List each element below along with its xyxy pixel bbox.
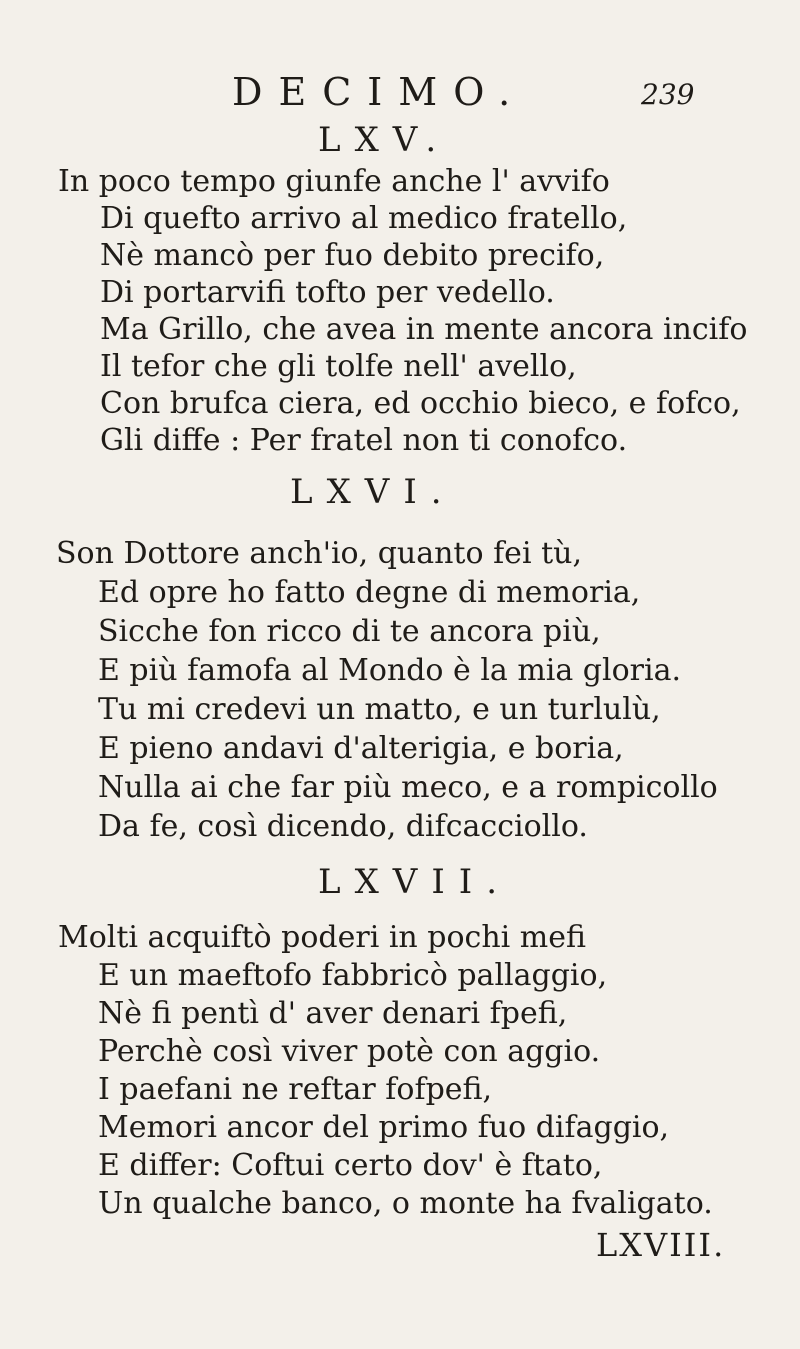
verse-line: E differ: Coftui certo dov' è ftato, bbox=[98, 1148, 603, 1183]
verse-line: Gli diffe : Per fratel non ti conofco. bbox=[100, 423, 628, 458]
verse-line: Ma Grillo, che avea in mente ancora incifo bbox=[100, 312, 748, 347]
verse-line: Son Dottore anch'io, quanto fei tù, bbox=[56, 536, 582, 571]
verse-line: I paefani ne reftar fofpefi, bbox=[98, 1072, 493, 1107]
verse-line: Da fe, così dicendo, difcacciollo. bbox=[98, 809, 588, 844]
verse-line: Un qualche banco, o monte ha fvaligato. bbox=[98, 1186, 713, 1221]
verse-line: Con brufca ciera, ed occhio bieco, e fofco, bbox=[100, 386, 741, 421]
verse-line: Ed opre ho fatto degne di memoria, bbox=[98, 575, 641, 610]
verse-line: Perchè così viver potè con aggio. bbox=[98, 1034, 601, 1069]
running-head: DECIMO. bbox=[232, 70, 527, 114]
verse-line: Nulla ai che far più meco, e a rompicollo bbox=[98, 770, 718, 805]
stanza-number: LXVII. bbox=[318, 862, 512, 902]
verse-line: Nè mancò per fuo debito precifo, bbox=[100, 238, 605, 273]
page-number: 239 bbox=[641, 78, 695, 111]
verse-line: In poco tempo giunfe anche l' avvifo bbox=[58, 164, 610, 199]
verse-line: Di quefto arrivo al medico fratello, bbox=[100, 201, 628, 236]
page-header bbox=[0, 70, 800, 120]
verse-line: E più famofa al Mondo è la mia gloria. bbox=[98, 653, 682, 688]
verse-line: Tu mi credevi un matto, e un turlulù, bbox=[98, 692, 661, 727]
verse-line: Sicche fon ricco di te ancora più, bbox=[98, 614, 601, 649]
stanza-number: LXV. bbox=[318, 120, 451, 160]
verse-line: Nè fi pentì d' aver denari fpefi, bbox=[98, 996, 568, 1031]
stanza-number: LXVI. bbox=[290, 472, 456, 512]
verse-line: E un maeftofo fabbricò pallaggio, bbox=[98, 958, 608, 993]
verse-line: E pieno andavi d'alterigia, e boria, bbox=[98, 731, 624, 766]
verse-line: Di portarvifi tofto per vedello. bbox=[100, 275, 555, 310]
verse-line: Il tefor che gli tolfe nell' avello, bbox=[100, 349, 577, 384]
verse-line: Molti acquiftò poderi in pochi mefi bbox=[58, 920, 587, 955]
catchword: LXVIII. bbox=[596, 1226, 726, 1264]
verse-line: Memori ancor del primo fuo difaggio, bbox=[98, 1110, 670, 1145]
